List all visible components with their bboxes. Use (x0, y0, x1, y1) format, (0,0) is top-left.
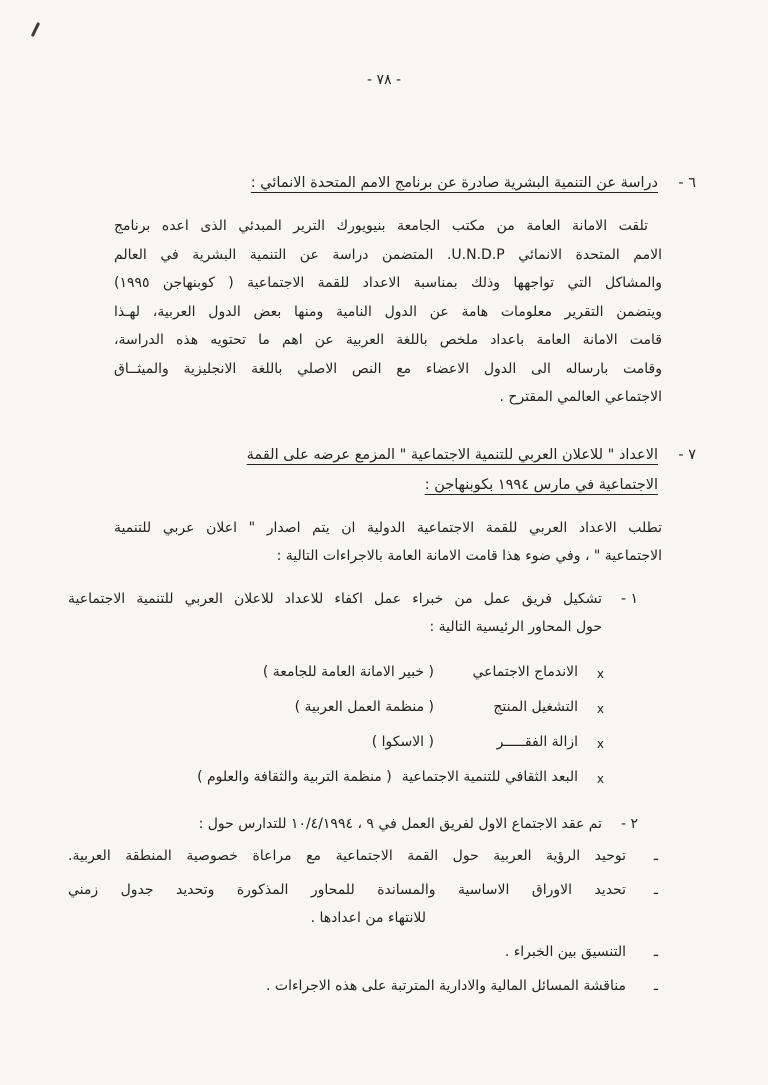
axis-label: التشغيل المنتج (493, 698, 578, 715)
paragraph-line: للانتهاء من اعدادها . (310, 910, 426, 926)
sub-item-2 (68, 810, 638, 839)
list-item (68, 761, 604, 796)
axes-list (68, 656, 604, 796)
paragraph-line: الاجتماعي العالمي المقترح . (499, 389, 662, 405)
section-6-paragraph (114, 212, 662, 412)
sub-item-2-number: ٢ - (620, 815, 638, 832)
section-7-title-line-1: الاعداد " للاعلان العربي للتنمية الاجتماعية " المزمع عرضه على القمة (246, 446, 658, 463)
sub-item-1 (68, 585, 638, 642)
list-item (68, 876, 658, 932)
sub-item-1-number: ١ - (620, 590, 638, 607)
section-6-number: ٦ - (678, 175, 696, 191)
document-body (0, 168, 768, 1000)
page-number: - ٧٨ - (366, 72, 402, 88)
list-item (68, 691, 604, 726)
list-item (68, 726, 604, 761)
section-7-title-block (247, 440, 658, 500)
axis-label: الاندماج الاجتماعي (472, 663, 578, 680)
axis-organization: ( الاسكوا ) (371, 733, 434, 750)
x-bullet-icon: x (596, 701, 604, 716)
sub-item-1-body (68, 585, 602, 642)
axis-label: البعد الثقافي للتنمية الاجتماعية (401, 768, 578, 785)
paragraph-line: حول المحاور الرئيسية التالية : (429, 619, 602, 635)
paragraph-line: الاجتماعية " ، وفي ضوء هذا قامت الامانة العامة بالاجراءات التالية : (276, 548, 662, 564)
sub-item-2-body (68, 810, 602, 839)
paragraph-line: والمشاكل التي تواجهها وذلك بمناسبة الاعداد للقمة الاجتماعية ( كوبنهاجن ١٩٩٥) (114, 275, 662, 291)
dash-bullet-icon: ـ (653, 848, 658, 864)
x-bullet-icon: x (596, 666, 604, 681)
list-item (68, 938, 658, 966)
axis-organization: ( منظمة التربية والثقافة والعلوم ) (197, 768, 392, 785)
section-7-number: ٧ - (678, 446, 696, 463)
paragraph-line: التنسيق بين الخبراء . (504, 944, 626, 960)
section-7-heading (68, 440, 696, 500)
list-item-body (68, 938, 626, 966)
paragraph-line: تطلب الاعداد العربي للقمة الاجتماعية الدولية ان يتم اصدار " اعلان عربي للتنمية (114, 519, 662, 536)
list-item-body (68, 972, 626, 1000)
list-item-body (68, 876, 626, 932)
paragraph-line: ويتضمن التقرير معلومات هامة عن الدول النامية ومنها بعض الدول العربية، لهـذا (114, 303, 662, 320)
list-item (68, 656, 604, 691)
paragraph-line: وقامت بارساله الى الدول الاعضاء مع النص الاصلي باللغة الانجليزية والميثــاق (114, 360, 662, 377)
x-bullet-icon: x (596, 771, 604, 786)
axis-organization: ( خبير الامانة العامة للجامعة ) (262, 663, 434, 680)
axis-label: ازالة الفقـــــر (496, 733, 578, 750)
list-item (68, 972, 658, 1000)
list-item-body (68, 842, 626, 870)
paragraph-line: مناقشة المسائل المالية والادارية المترتبة على هذه الاجراءات . (265, 978, 626, 994)
paragraph-line: قامت الامانة العامة باعداد ملخص باللغة العربية عن اهم ما تحتويه هذه الدراسة، (114, 332, 662, 348)
section-6-title: دراسة عن التنمية البشرية صادرة عن برنامج الامم المتحدة الانمائي : (250, 175, 658, 191)
dash-bullet-icon: ـ (653, 944, 658, 960)
x-bullet-icon: x (596, 736, 604, 751)
axis-organization: ( منظمة العمل العربية ) (294, 698, 434, 715)
discussion-points-list (68, 842, 658, 1000)
paragraph-line: تحديد الاوراق الاساسية والمساندة للمحاور المذكورة وتحديد جدول زمني (68, 882, 626, 898)
paragraph-line: الامم المتحدة الانمائي U.N.D.P. المتضمن دراسة عن التنمية البشرية في العالم (114, 246, 662, 263)
paragraph-line: تلقت الامانة العامة من مكتب الجامعة بنيويورك الترير المبدئي الذى اعده برنامج (114, 218, 648, 234)
dash-bullet-icon: ـ (653, 978, 658, 994)
paragraph-line: توحيد الرؤية العربية حول القمة الاجتماعية مع مراعاة خصوصية المنطقة العربية. (68, 848, 626, 864)
section-7-intro-paragraph (114, 514, 662, 571)
section-6-heading (68, 168, 696, 198)
paragraph-line: تشكيل فريق عمل من خبراء عمل اكفاء للاعداد للاعلان العربي للتنمية الاجتماعية (68, 590, 602, 607)
paragraph-line: تم عقد الاجتماع الاول لفريق العمل في ٩ ، ١٠/٤/١٩٩٤ للتدارس حول : (198, 815, 602, 832)
dash-bullet-icon: ـ (653, 882, 658, 898)
list-item (68, 842, 658, 870)
section-7-title-line-2: الاجتماعية في مارس ١٩٩٤ بكوبنهاجن : (424, 476, 658, 493)
